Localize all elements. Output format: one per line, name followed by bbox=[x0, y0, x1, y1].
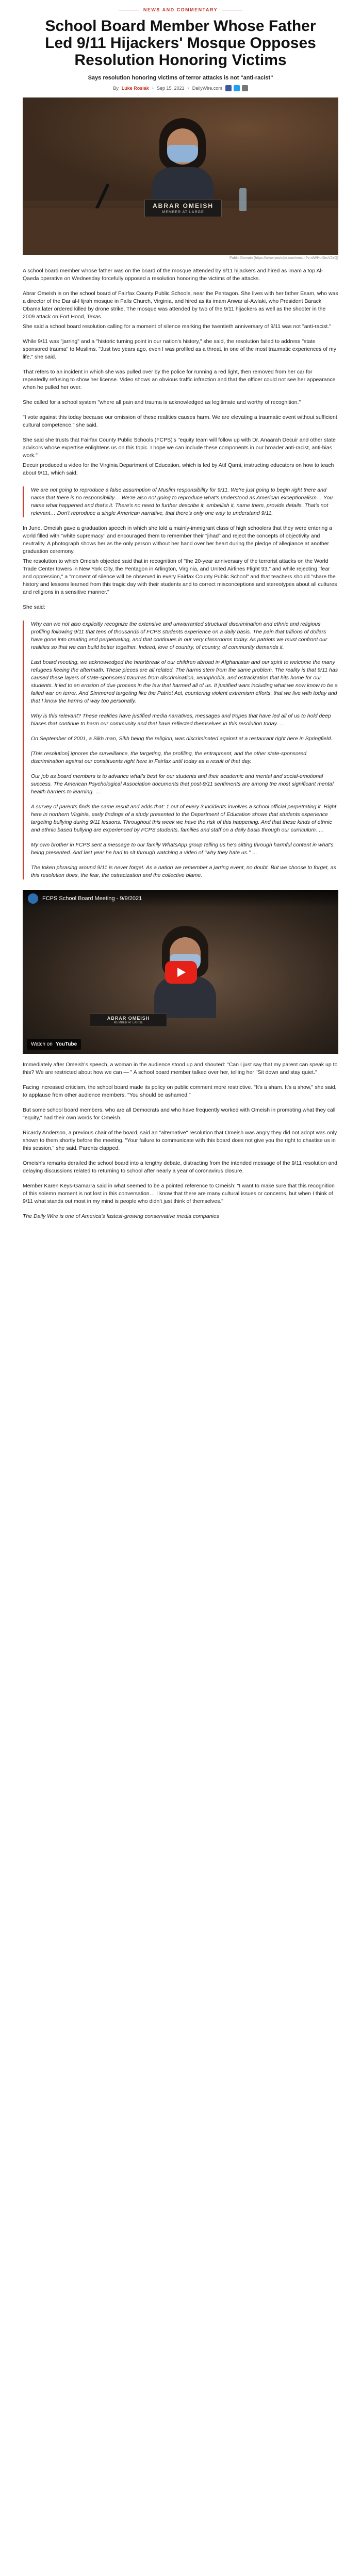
paragraph: On September of 2001, a Sikh man, Sikh being the religion, was discriminated against at a restaurant right here in Springfield. bbox=[31, 736, 333, 742]
section-kicker[interactable]: NEWS AND COMMENTARY bbox=[143, 7, 218, 12]
paragraph: Abrar Omeish is on the school board of Fairfax County Public Schools, near the Pentagon. She lives with her father Esam, who was a director of the Dar al-Hijrah mosque in Falls Church, Virginia, and hired as its imam Anwar al-Awlaki, who President Barack Obama later ordered killed by drone strike. The mosque was attended by two of the 9/11 hijackers as well as the shooter in the 2009 attack on Fort Hood, Texas. bbox=[23, 290, 338, 320]
watch-on-youtube-button[interactable] bbox=[27, 1039, 81, 1050]
paragraph: The token phrasing around 9/11 is never forget. As a nation we remember a jarring event, no doubt. But we choose to forget, as this resolution does, the fear, the ostracization and the collective blame. bbox=[31, 865, 336, 878]
facebook-share-icon[interactable] bbox=[225, 85, 232, 91]
paragraph: But some school board members, who are all Democrats and who have frequently worked with Omeish in promoting what they call "equity," had their own words for Omeish. bbox=[23, 1107, 336, 1121]
paragraph: Ricardy Anderson, a previous chair of the board, said an "alternative" resolution that Omeish was angry they did not adopt was only shown to them shortly before the meeting. "Your failure to communicate with this board does not give you the right to chastise us in this session," she said. Parents clapped. bbox=[23, 1130, 337, 1151]
article-body bbox=[23, 267, 338, 1220]
paragraph: Facing increased criticism, the school board made its policy on public comment more restrictive. "It's a sham. It's a show," she said, to applause from other audience members. "You should be ashamed." bbox=[23, 1084, 337, 1098]
share-buttons bbox=[225, 85, 248, 91]
paragraph: "I vote against this today because our omission of these realities causes harm. We are elevating a traumatic event without sufficient cultural competence," she said. bbox=[23, 414, 337, 428]
youtube-embed[interactable] bbox=[23, 890, 338, 1054]
paragraph: A school board member whose father was on the board of the mosque attended by 9/11 hijackers and hired as imam a top Al-Qaeda operative on Wednesday forcefully opposed a resolution honoring the victims of the attacks. bbox=[23, 268, 323, 282]
byline-separator: • bbox=[152, 86, 154, 91]
paragraph-group-4 bbox=[23, 1061, 338, 1205]
paragraph: Our job as board members is to advance what's best for our students and their academic and mental and social-emotional success. The American Psychological Association documents that post-9/11 sentiments are among the most significant mental health barriers to learning. … bbox=[31, 773, 334, 795]
email-share-icon[interactable] bbox=[242, 85, 248, 91]
paragraph: Why can we not also explicitly recognize the extensive and unwarranted structural discrimination and ethnic and religious profiling following 9/11 that tens of thousands of FCPS students experience on a daily basis. The pain that trillions of dollars have gone into creating and perpetuating, and that continues in our very classrooms today. As patriots we must confront our realities so that we can build better together. Indeed, love of country, of country, of community demands it. bbox=[31, 621, 327, 650]
nameplate-name: ABRAR OMEISH bbox=[152, 202, 214, 209]
article-page bbox=[0, 0, 361, 1236]
hero-image bbox=[23, 97, 338, 255]
headline: School Board Member Whose Father Led 9/11 Hijackers' Mosque Opposes Resolution Honoring Victims bbox=[45, 18, 316, 69]
byline-separator: • bbox=[187, 86, 189, 91]
paragraph: Immediately after Omeish's speech, a woman in the audience stood up and shouted: "Can I just say that my parent can speak up to this? We are restricted about how we can — " A school board member talked over her, telling her "Sit down and stay quiet." bbox=[23, 1062, 338, 1075]
paragraph: She said she trusts that Fairfax County Public Schools (FCPS)'s "equity team will follow up with Dr. Anaarah Decuir and other state advisors whose expertise enlightens us on this topic. I hope we can include these components in our broader anti-racist, anti-bias work." bbox=[23, 437, 336, 459]
channel-avatar[interactable] bbox=[28, 893, 38, 904]
paragraph: Last board meeting, we acknowledged the heartbreak of our children abroad in Afghanistan and our spirit to welcome the many refugees fleeing the aftermath. These pieces are all related. The harms stem from the same problem. The reality is that 9/11 has caused these layers of state-sponsored traumas from discrimination, xenophobia, and ostracization that hits home for our students. It led to an erosion of due process in the law that harmed all of us. It justified wars including what we now know to be a failed war on terror. And Simmered targeting like the Patriot Act, countering violent extremism efforts, that we live with today and that I know the harms of way too personally. bbox=[31, 659, 338, 704]
paragraph: In June, Omeish gave a graduation speech in which she told a mainly-immigrant class of high schoolers that they were entering a world filled with "white supremacy" and encouraged them to remember their "jihad" and reject the concepts of objectivity and neutrality. A photograph shows her as the only person without her hand over her heart during the pledge of allegiance at another graduation ceremony. bbox=[23, 525, 332, 555]
paragraph: Why is this relevant? These realities have justified media narratives, messages and tropes that have led all of us to hold deep biases that continue to harm our community and that have reflected themselves in this resolution today. … bbox=[31, 713, 331, 727]
blockquote-omeish bbox=[23, 621, 338, 879]
watch-on-label: Watch on bbox=[31, 1041, 53, 1047]
youtube-logo-icon: YouTube bbox=[55, 1041, 77, 1047]
image-credit: Public Domain (https://www.youtube.com/watch?v=dWHutDrcV2zQ) bbox=[229, 256, 338, 260]
author-link[interactable]: Luke Rosiak bbox=[121, 86, 149, 91]
paragraph: The resolution to which Omeish objected said that in recognition of "the 20-year anniversary of the terrorist attacks on the World Trade Center towers in New York City, the Pentagon in Arlington, Virginia, and United Airlines Flight 93," and while rejecting "fear and oppression," a "moment of silence will be observed in every Fairfax County Public School" and that teachers should "share the history and lessons learned from this tragic day with their students and to correct misconceptions and stereotypes about all cultures and religions in a sensitive manner." bbox=[23, 558, 337, 595]
publish-date: Sep 15, 2021 bbox=[156, 86, 185, 91]
quote-paragraph: We are not going to reproduce a false assumption of Muslim responsibility for 9/11. We're just going to begin right there and name that there is no responsibility… We're also not going to reproduce what's understood as American exceptionalism… You name what happened and that's it. There's no need to further describe it, embellish it, name them, provide details. That's not relevant… Don't reproduce a single American narrative, that there's only one way to understand 9/11. bbox=[31, 487, 333, 516]
video-title-bar bbox=[23, 890, 338, 907]
paragraph: Omeish's remarks derailed the school board into a lengthy debate, distracting from the intended message of the 9/11 resolution and delaying discussions related to returning to school after nearly a year of coronavirus closure. bbox=[23, 1160, 337, 1174]
byline bbox=[23, 85, 338, 91]
twitter-share-icon[interactable] bbox=[234, 85, 240, 91]
hero-nameplate bbox=[144, 200, 222, 217]
paragraph: She called for a school system "where all pain and trauma is acknowledged as legitimate and worthy of recognition." bbox=[23, 399, 301, 405]
paragraph: [This resolution] ignores the surveillance, the targeting, the profiling, the entrapment, and the other state-sponsored discrimination against our constituents right here in Fairfax until today as a result of that day. bbox=[31, 751, 307, 764]
paragraph-group-1 bbox=[23, 267, 338, 321]
paragraph: Member Karen Keys-Gamarra said in what seemed to be a pointed reference to Omeish: "I want to make sure that this recognition of this solemn moment is not lost in this conversation… I know that there are many cultural issues or concerns, but when I think of 9/11 what stands out most in my mind is people who didn't just think of themselves." bbox=[23, 1183, 335, 1204]
paragraph: A survey of parents finds the same result and adds that: 1 out of every 3 incidents involves a school official perpetrating it. Right here in northern Virginia, early findings of a study presented to the Department of Education shows that students experience targeting bullying during 9/11 lessons. Throughout this week we have the risk of this happening. And that these kinds of ethnic and ethnic based bullying are experienced by FCPS students, families and staff on a daily basis through our curriculum. … bbox=[31, 804, 337, 833]
paragraph: Decuir produced a video for the Virginia Department of Education, which is led by Atif Qarni, instructing educators on how to teach about 9/11, which said: bbox=[23, 462, 334, 476]
paragraph: She said: bbox=[23, 604, 45, 610]
kicker-row bbox=[23, 0, 338, 12]
nameplate-title: MEMBER AT LARGE bbox=[162, 210, 204, 214]
blockquote-decuir bbox=[23, 486, 338, 517]
video-nameplate-name: ABRAR OMEISH bbox=[107, 1016, 150, 1021]
paragraph-group-2 bbox=[23, 338, 338, 460]
paragraph: That refers to an incident in which she was pulled over by the police for running a red light, then removed from her car for repeatedly refusing to show her license. Video shows an obvious traffic infraction and that the officer could not see her appearance when he pulled her over. bbox=[23, 369, 336, 390]
paragraph: My own brother in FCPS sent a message to our family WhatsApp group telling us he's sitting through harmful content in what's being presented. And last year he had to sit through watching a video of "why they hate us." … bbox=[31, 842, 334, 856]
paragraph-group-3 bbox=[23, 525, 338, 556]
play-button[interactable] bbox=[165, 961, 197, 984]
byline-prefix: By bbox=[113, 86, 119, 91]
paragraph: She said a school board resolution calling for a moment of silence marking the twentieth anniversary of 9/11 was not "anti-racist." bbox=[23, 323, 331, 330]
play-icon bbox=[177, 968, 186, 977]
video-title[interactable]: FCPS School Board Meeting - 9/9/2021 bbox=[42, 895, 142, 902]
water-bottle bbox=[239, 188, 247, 211]
publisher-note: The Daily Wire is one of America's fastest-growing conservative media companies bbox=[23, 1213, 219, 1219]
paragraph: While 9/11 was "jarring" and a "historic turning point in our nation's history," she said, the resolution failed to address "state sponsored trauma" to Muslims. "Just two years ago, even I was profiled as a threat, in one of the most traumatic experiences of my life," she said. bbox=[23, 338, 336, 360]
video-nameplate bbox=[90, 1014, 167, 1027]
dek: Says resolution honoring victims of terror attacks is not "anti-racist" bbox=[88, 75, 273, 81]
video-nameplate-title: MEMBER AT LARGE bbox=[113, 1021, 143, 1024]
source-name: DailyWire.com bbox=[192, 86, 222, 91]
hero-face-mask bbox=[167, 145, 198, 162]
